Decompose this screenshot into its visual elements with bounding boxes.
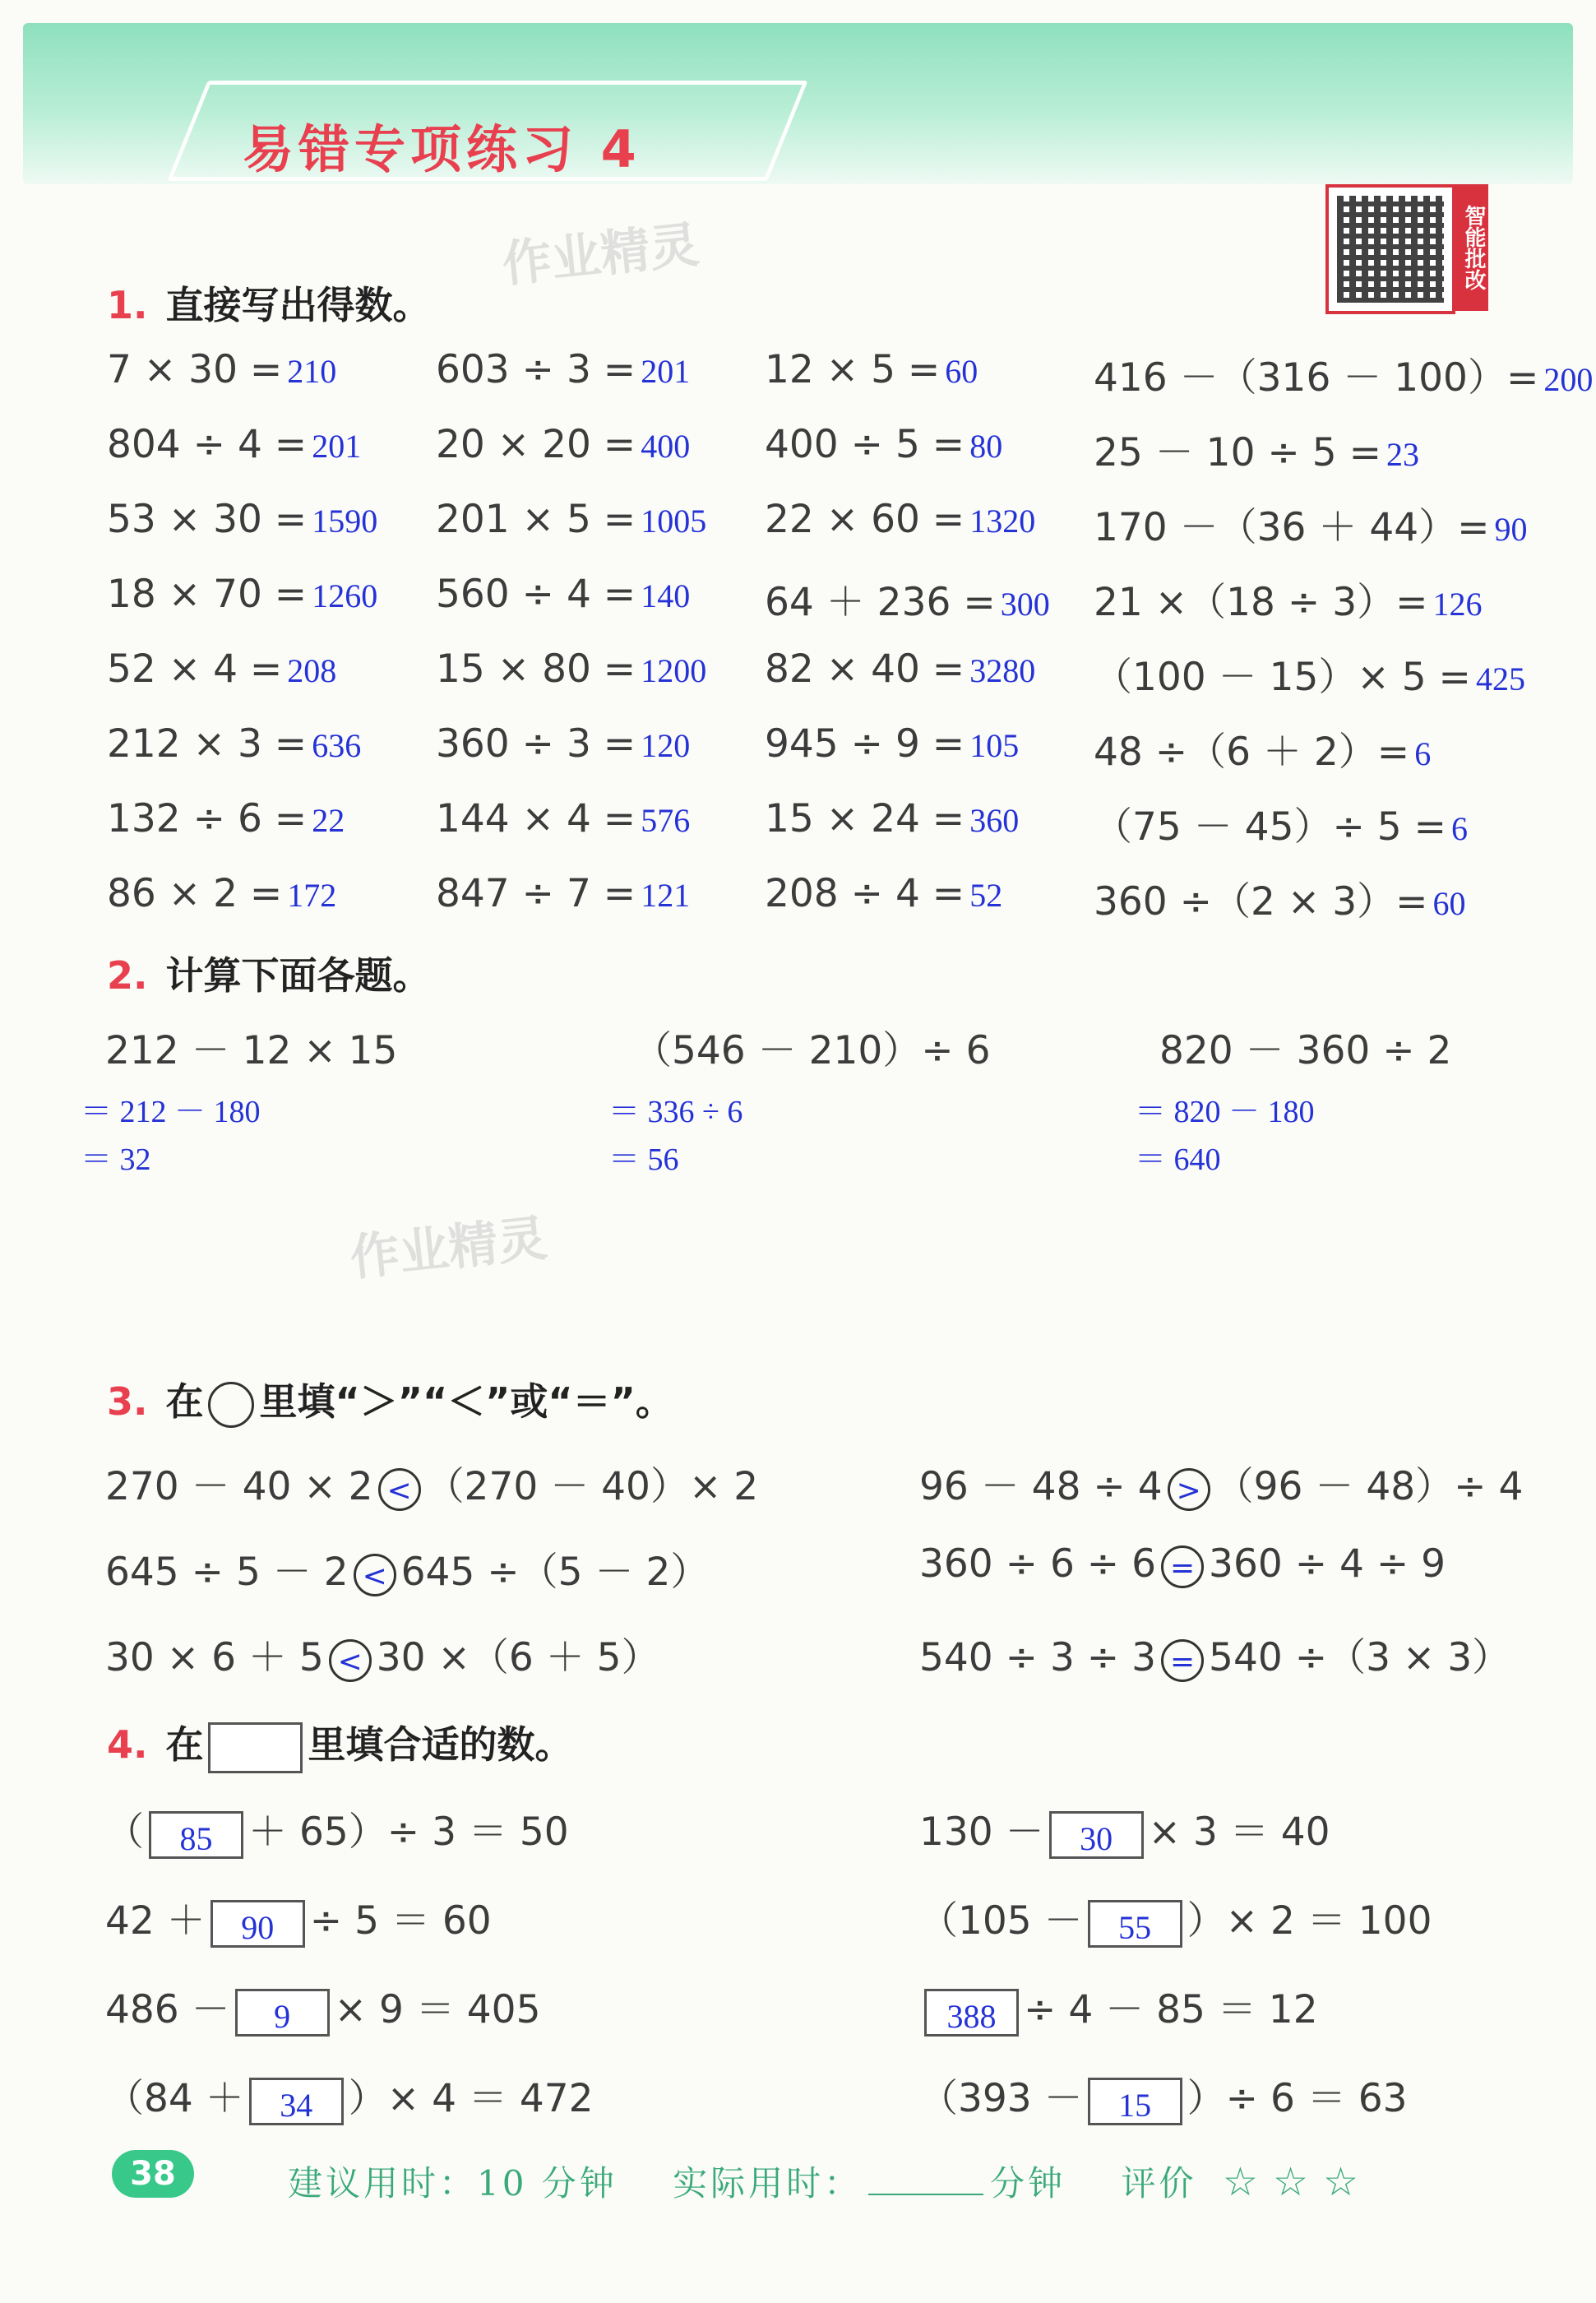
- expression-prefix: 42 ＋: [105, 1898, 206, 1944]
- oral-calc-item: [107, 796, 345, 841]
- expression-prefix: （: [105, 1810, 144, 1855]
- expression: 7 × 30 =: [107, 347, 283, 392]
- expression: 64 ＋ 236 =: [765, 580, 996, 625]
- expression: 25 － 10 ÷ 5 =: [1094, 430, 1381, 475]
- oral-calc-item: [436, 422, 690, 467]
- page-number: 38: [112, 2150, 194, 2198]
- section-title-text: 计算下面各题。: [165, 953, 431, 998]
- handwritten-answer: 1590: [312, 503, 378, 540]
- handwritten-answer: 105: [969, 727, 1020, 764]
- handwritten-answer: 360: [969, 802, 1020, 839]
- oral-calc-item: [765, 422, 1002, 467]
- oral-calc-item: [436, 497, 706, 542]
- comparison-item: [105, 1456, 758, 1511]
- fill-box-item: [919, 1801, 1330, 1859]
- left-expression: 540 ÷ 3 ÷ 3: [919, 1635, 1157, 1680]
- suggested-time: 建议用时：10 分钟: [288, 2163, 618, 2203]
- expression-suffix: ）× 2 ＝ 100: [1187, 1898, 1432, 1944]
- expression-suffix: × 9 ＝ 405: [334, 1987, 541, 2032]
- expression-prefix: 486 －: [105, 1987, 230, 2032]
- oral-calc-item: [107, 497, 377, 542]
- comparison-item: [105, 1627, 660, 1682]
- handwritten-answer: 300: [1000, 586, 1050, 623]
- box-icon: [208, 1722, 303, 1773]
- work-step: ＝ 32: [81, 1142, 151, 1177]
- expression: 53 × 30 =: [107, 497, 308, 542]
- right-expression: 30 ×（6 ＋ 5）: [376, 1635, 660, 1680]
- handwritten-answer: 60: [945, 353, 978, 390]
- answer-box[interactable]: 55: [1088, 1900, 1182, 1948]
- expression: 170 －（36 ＋ 44）=: [1094, 505, 1490, 550]
- oral-calc-item: [765, 572, 1050, 627]
- handwritten-answer: 201: [312, 428, 362, 465]
- handwritten-answer: 52: [969, 877, 1003, 914]
- calc-problem: 212 － 12 × 15: [105, 1028, 398, 1073]
- fill-box-item: [919, 2068, 1408, 2125]
- section-title-text: 直接写出得数。: [165, 283, 431, 327]
- handwritten-answer: 201: [641, 353, 691, 390]
- handwritten-answer: 120: [641, 727, 691, 764]
- star-icon[interactable]: ☆: [1322, 2159, 1362, 2205]
- expression: 15 × 24 =: [765, 796, 965, 841]
- expression: 360 ÷（2 × 3）=: [1094, 879, 1428, 924]
- oral-calc-item: [765, 796, 1019, 841]
- fill-box-item: [105, 1890, 492, 1948]
- expression: 804 ÷ 4 =: [107, 422, 308, 467]
- work-step: ＝ 640: [1135, 1142, 1221, 1177]
- expression: 20 × 20 =: [436, 422, 636, 467]
- section-title-post: 里填合适的数。: [308, 1722, 573, 1767]
- oral-calc-item: [1094, 721, 1431, 776]
- expression: （75 － 45）÷ 5 =: [1094, 804, 1447, 850]
- work-step: ＝ 56: [608, 1142, 679, 1177]
- fill-box-item: [105, 2068, 594, 2125]
- work-step: ＝ 336 ÷ 6: [608, 1095, 743, 1129]
- qr-code-icon[interactable]: [1325, 184, 1455, 314]
- expression: 201 × 5 =: [436, 497, 636, 542]
- oral-calc-item: [765, 646, 1035, 692]
- comparison-circle[interactable]: >: [1168, 1468, 1210, 1511]
- oral-calc-item: [1094, 572, 1482, 627]
- comparison-item: [919, 1456, 1523, 1511]
- oral-calc-item: [1094, 347, 1593, 402]
- handwritten-answer: 208: [287, 652, 337, 689]
- expression-prefix: （393 －: [919, 2076, 1083, 2121]
- page-title: 易错专项练习 4: [243, 119, 641, 179]
- comparison-item: [105, 1541, 709, 1596]
- right-expression: （270 － 40）× 2: [425, 1464, 759, 1509]
- oral-calc-item: [765, 497, 1035, 542]
- expression: 52 × 4 =: [107, 646, 283, 692]
- oral-calc-item: [436, 871, 690, 916]
- answer-box[interactable]: 388: [924, 1989, 1019, 2037]
- footer-timing: [288, 2157, 1362, 2206]
- expression-prefix: 130 －: [919, 1810, 1044, 1855]
- handwritten-answer: 400: [641, 428, 691, 465]
- expression-prefix: （105 －: [919, 1898, 1083, 1944]
- oral-calc-item: [1094, 422, 1419, 477]
- handwritten-answer: 172: [287, 877, 337, 914]
- expression: 82 × 40 =: [765, 646, 965, 692]
- answer-box[interactable]: 30: [1049, 1811, 1144, 1859]
- oral-calc-item: [765, 347, 978, 392]
- comparison-circle[interactable]: <: [378, 1468, 421, 1511]
- handwritten-answer: 3280: [969, 652, 1036, 689]
- calc-problem: （546 － 210）÷ 6: [633, 1028, 991, 1073]
- expression: 603 ÷ 3 =: [436, 347, 636, 392]
- handwritten-answer: 60: [1432, 885, 1466, 922]
- handwritten-answer: 1005: [641, 503, 707, 540]
- expression-suffix: ）× 4 ＝ 472: [348, 2076, 594, 2121]
- handwritten-answer: 80: [969, 428, 1003, 465]
- answer-box[interactable]: 15: [1088, 2078, 1182, 2125]
- handwritten-answer: 121: [641, 877, 691, 914]
- comparison-item: [919, 1627, 1510, 1682]
- oral-calc-item: [1094, 796, 1468, 851]
- oral-calc-item: [107, 422, 361, 467]
- handwritten-answer: 576: [641, 802, 691, 839]
- right-expression: 360 ÷ 4 ÷ 9: [1209, 1541, 1446, 1587]
- oral-calc-item: [107, 572, 377, 617]
- oral-calc-item: [107, 347, 336, 392]
- expression: 48 ÷（6 ＋ 2）=: [1094, 730, 1410, 775]
- expression: 15 × 80 =: [436, 646, 636, 692]
- left-expression: 96 － 48 ÷ 4: [919, 1464, 1163, 1509]
- expression-suffix: ÷ 5 ＝ 60: [309, 1898, 492, 1944]
- handwritten-answer: 1260: [312, 577, 378, 614]
- expression-suffix: × 3 ＝ 40: [1148, 1810, 1330, 1855]
- oral-calc-item: [436, 572, 690, 617]
- left-expression: 645 ÷ 5 － 2: [105, 1550, 349, 1595]
- expression: 208 ÷ 4 =: [765, 871, 965, 916]
- answer-box[interactable]: 85: [149, 1811, 243, 1859]
- answer-box[interactable]: 34: [249, 2078, 344, 2125]
- handwritten-answer: 1200: [641, 652, 707, 689]
- fill-box-item: [105, 1801, 569, 1859]
- handwritten-answer: 200: [1543, 361, 1594, 398]
- oral-calc-item: [765, 721, 1019, 767]
- comparison-circle[interactable]: <: [329, 1639, 372, 1682]
- actual-time-blank[interactable]: [868, 2194, 983, 2195]
- expression: 847 ÷ 7 =: [436, 871, 636, 916]
- handwritten-answer: 1320: [969, 503, 1036, 540]
- section-4-title: [107, 1715, 572, 1773]
- fill-box-item: [919, 1890, 1432, 1948]
- expression-suffix: ）÷ 6 ＝ 63: [1187, 2076, 1408, 2121]
- star-icon[interactable]: ☆: [1222, 2159, 1261, 2205]
- section-1-title: [107, 276, 430, 330]
- handwritten-answer: 6: [1451, 810, 1469, 847]
- star-icon[interactable]: ☆: [1272, 2159, 1311, 2205]
- section-title-pre: 在: [165, 1379, 204, 1424]
- handwritten-answer: 210: [287, 353, 337, 390]
- oral-calc-item: [436, 347, 690, 392]
- oral-calc-item: [107, 721, 361, 767]
- expression-suffix: ＋ 65）÷ 3 ＝ 50: [248, 1810, 569, 1855]
- work-step: ＝ 212 － 180: [81, 1095, 261, 1129]
- answer-box[interactable]: 9: [235, 1989, 330, 2037]
- fill-box-item: [105, 1979, 540, 2037]
- oral-calc-item: [107, 646, 336, 692]
- comparison-circle[interactable]: =: [1161, 1545, 1204, 1588]
- oral-calc-item: [436, 721, 690, 767]
- handwritten-answer: 22: [312, 802, 345, 839]
- oral-calc-item: [1094, 497, 1528, 552]
- section-number: 2.: [107, 953, 148, 998]
- section-number: 3.: [107, 1379, 148, 1424]
- expression: 400 ÷ 5 =: [765, 422, 965, 467]
- circle-icon: [208, 1382, 254, 1428]
- work-step: ＝ 820 － 180: [1135, 1095, 1315, 1129]
- qr-tag-label: 智能批改: [1452, 184, 1488, 311]
- right-expression: 540 ÷（3 × 3）: [1209, 1635, 1511, 1680]
- section-title-pre: 在: [165, 1722, 204, 1767]
- comparison-circle[interactable]: =: [1161, 1639, 1204, 1682]
- expression: （100 － 15）× 5 =: [1094, 655, 1471, 700]
- watermark: 作业精灵: [499, 215, 702, 294]
- expression-suffix: ÷ 4 － 85 ＝ 12: [1024, 1987, 1318, 2032]
- expression: 212 × 3 =: [107, 721, 308, 767]
- section-number: 1.: [107, 283, 148, 327]
- handwritten-answer: 425: [1475, 660, 1525, 697]
- handwritten-answer: 23: [1386, 436, 1419, 473]
- expression: 18 × 70 =: [107, 572, 308, 617]
- expression: 86 × 2 =: [107, 871, 283, 916]
- actual-time-unit: 分钟: [990, 2163, 1066, 2203]
- watermark: 作业精灵: [347, 1209, 550, 1288]
- oral-calc-item: [436, 796, 690, 841]
- oral-calc-item: [1094, 871, 1465, 926]
- oral-calc-item: [765, 871, 1002, 916]
- handwritten-answer: 6: [1414, 735, 1432, 772]
- oral-calc-item: [107, 871, 336, 916]
- actual-time-label: 实际用时：: [673, 2163, 863, 2203]
- comparison-item: [919, 1541, 1446, 1588]
- oral-calc-item: [436, 646, 706, 692]
- fill-box-item: [919, 1979, 1318, 2037]
- expression: 945 ÷ 9 =: [765, 721, 965, 767]
- expression: 21 ×（18 ÷ 3）=: [1094, 580, 1428, 625]
- expression: 560 ÷ 4 =: [436, 572, 636, 617]
- expression: 360 ÷ 3 =: [436, 721, 636, 767]
- expression: 22 × 60 =: [765, 497, 965, 542]
- oral-calc-item: [1094, 646, 1525, 702]
- right-expression: 645 ÷（5 － 2）: [400, 1550, 710, 1595]
- left-expression: 360 ÷ 6 ÷ 6: [919, 1541, 1157, 1587]
- rating-label: 评价: [1121, 2163, 1197, 2203]
- right-expression: （96 － 48）÷ 4: [1214, 1464, 1524, 1509]
- handwritten-answer: 126: [1432, 586, 1483, 623]
- handwritten-answer: 90: [1494, 511, 1528, 548]
- expression-prefix: （84 ＋: [105, 2076, 244, 2121]
- section-title-post: 里填“＞”“＜”或“＝”。: [259, 1379, 673, 1424]
- handwritten-answer: 140: [641, 577, 691, 614]
- expression: 416 －（316 － 100）=: [1094, 355, 1539, 401]
- answer-box[interactable]: 90: [210, 1900, 305, 1948]
- expression: 132 ÷ 6 =: [107, 796, 308, 841]
- expression: 12 × 5 =: [765, 347, 941, 392]
- left-expression: 270 － 40 × 2: [105, 1464, 373, 1509]
- handwritten-answer: 636: [312, 727, 362, 764]
- left-expression: 30 × 6 ＋ 5: [105, 1635, 324, 1680]
- section-2-title: [107, 946, 430, 1000]
- calc-problem: 820 － 360 ÷ 2: [1159, 1028, 1452, 1073]
- expression: 144 × 4 =: [436, 796, 636, 841]
- section-3-title: [107, 1372, 673, 1428]
- section-number: 4.: [107, 1722, 148, 1767]
- comparison-circle[interactable]: <: [354, 1554, 396, 1596]
